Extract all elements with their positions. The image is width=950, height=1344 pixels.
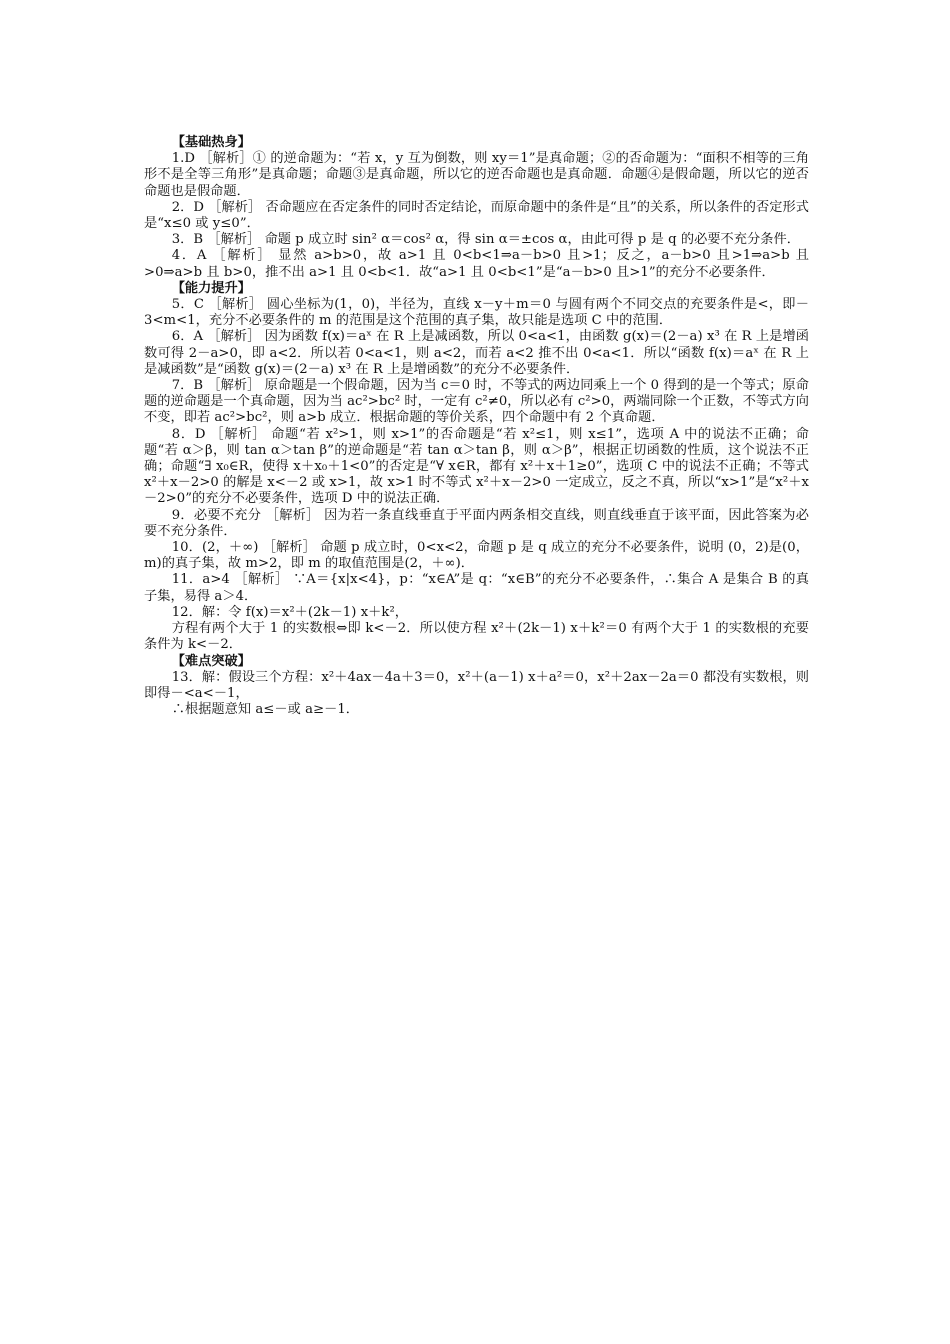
answer-paragraph: ∴根据题意知 a≤－或 a≥－1．: [171, 702, 360, 718]
answer-paragraph: 11．a>4 ［解析］ ∵A＝{x|x<4}，p：“x∈A”是 q：“x∈B”的充分不必要条件，∴集合 A 是集合 B 的真子集，易得 a＞4．: [144, 572, 809, 604]
section-heading-ability: 【能力提升】: [171, 280, 251, 296]
answer-paragraph: 方程有两个大于 1 的实数根⇔即 k<－2．所以使方程 x²＋(2k－1) x＋k²＝0 有两个大于 1 的实数根的充要条件为 k<－2．: [144, 621, 809, 653]
answer-paragraph: 8．D ［解析］ 命题“若 x²>1，则 x>1”的否命题是“若 x²≤1，则 x≤1”，选项 A 中的说法不正确；命题“若 α＞β，则 tan α＞tan β”的逆命题是“若 tan α＞tan β，则 α＞β”，根据正切函数的性质，这个说法不正确；命题“∃ x₀∈R，使得 x＋x₀＋1<0”的否定是“∀ x∈R，都有 x²＋x＋1≥0”，选项 C 中的说法不正确；不等式 x²＋x－2>0 的解是 x<－2 或 x>1，故 x>1 时不等式 x²＋x－2>0 一定成立，反之不真，所以“x>1”是“x²＋x－2>0”的充分不必要条件，选项 D 中的说法正确．: [144, 426, 809, 507]
answer-paragraph: 2．D ［解析］ 否命题应在否定条件的同时否定结论，而原命题中的条件是“且”的关系，所以条件的否定形式是“x≤0 或 y≤0”．: [144, 199, 809, 232]
answer-paragraph: 9．必要不充分 ［解析］ 因为若一条直线垂直于平面内两条相交直线，则直线垂直于该平面，因此答案为必要不充分条件．: [144, 507, 809, 539]
answer-document: [144, 135, 809, 718]
section-heading-difficult: 【难点突破】: [171, 653, 251, 669]
answer-paragraph: 1.D ［解析］① 的逆命题为：“若 x，y 互为倒数，则 xy＝1”是真命题；②的否命题为：“面积不相等的三角形不是全等三角形”是真命题；命题③是真命题，所以它的逆否命题也是真命题．命题④是假命题，所以它的逆否命题也是假命题．: [144, 151, 809, 199]
answer-paragraph: 5．C ［解析］ 圆心坐标为(1，0)，半径为，直线 x－y＋m＝0 与圆有两个不同交点的充要条件是<，即－3<m<1，充分不必要条件的 m 的范围是这个范围的真子集，故只能是选项 C 中的范围．: [144, 297, 809, 329]
answer-paragraph: 7．B ［解析］ 原命题是一个假命题，因为当 c＝0 时，不等式的两边同乘上一个 0 得到的是一个等式；原命题的逆命题是一个真命题，因为当 ac²>bc² 时，一定有 c²≠0，所以必有 c²>0，两端同除一个正数，不等式方向不变，即若 ac²>bc²，则 a>b 成立．根据命题的等价关系，四个命题中有 2 个真命题．: [144, 378, 809, 426]
answer-paragraph: 13．解：假设三个方程：x²＋4ax－4a＋3＝0，x²＋(a－1) x＋a²＝0，x²＋2ax－2a＝0 都没有实数根，则即得－<a<－1，: [144, 669, 809, 701]
answer-paragraph: 12．解：令 f(x)＝x²＋(2k－1) x＋k²，: [171, 604, 409, 620]
section-heading-basic: 【基础热身】: [171, 135, 251, 150]
answer-paragraph: 4．A ［解析］ 显然 a>b>0，故 a>1 且 0<b<1⇒a－b>0 且>1；反之，a－b>0 且>1⇒a>b 且>0⇒a>b 且 b>0，推不出 a>1 且 0<b<1．故“a>1 且 0<b<1”是“a－b>0 且>1”的充分不必要条件．: [144, 248, 809, 280]
answer-paragraph: 3．B ［解析］ 命题 p 成立时 sin² α＝cos² α，得 sin α＝±cos α，由此可得 p 是 q 的必要不充分条件．: [171, 232, 800, 248]
answer-paragraph: 6．A ［解析］ 因为函数 f(x)＝aˣ 在 R 上是减函数，所以 0<a<1，由函数 g(x)＝(2－a) x³ 在 R 上是增函数可得 2－a>0，即 a<2．所以若 0<a<1，则 a<2，而若 a<2 推不出 0<a<1．所以“函数 f(x)＝aˣ 在 R 上是减函数”是“函数 g(x)＝(2－a) x³ 在 R 上是增函数”的充分不必要条件．: [144, 329, 809, 377]
answer-paragraph: 10．(2，＋∞) ［解析］ 命题 p 成立时，0<x<2，命题 p 是 q 成立的充分不必要条件，说明 (0，2)是(0，m)的真子集，故 m>2，即 m 的取值范围是(2，＋∞)．: [144, 540, 809, 572]
